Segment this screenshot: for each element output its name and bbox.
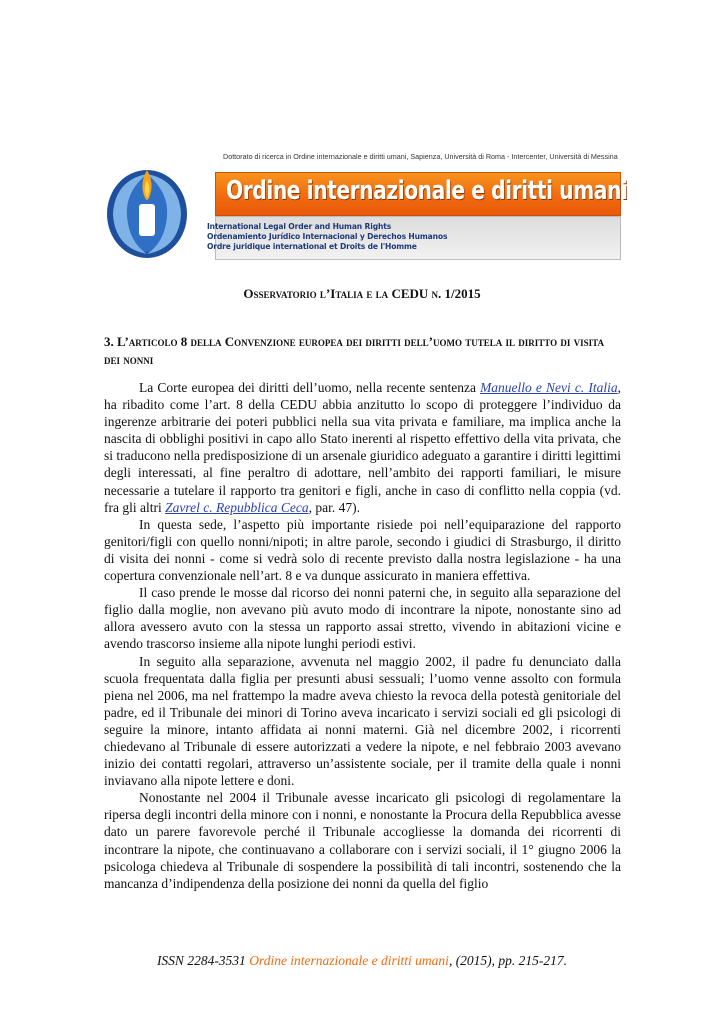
paragraph-4: In seguito alla separazione, avvenuta nel maggio 2002, il padre fu denunciato dalla scuola frequentata dalla figlia per presunti abusi sessuali; l’uomo venne assolto con formula piena nel 2006, ma nel frattempo la madre aveva chiesto la revoca della potestà genitoriale del padre, ed il Tribunale dei minori di Torino aveva incaricato i servizi sociali ed gli psicologi di seguire la minore, intanto affidata ai nonni materni. Già nel dicembre 2002, i ricorrenti chiedevano al Tribunale di essere autorizzati a vedere la nipote, e nel febbraio 2003 avevano inizio dei contatti regolari, attraverso un’assistente sociale, per il tramite della quale i nonni inviavano alla nipote lettere e doni. xyxy=(104,653,621,789)
section-title: 3. L’articolo 8 della Convenzione europea dei diritti dell’uomo tutela il diritto di visita dei nonni xyxy=(104,334,604,367)
paragraph-5: Nonostante nel 2004 il Tribunale avesse incaricato gli psicologi di regolamentare la ripersa degli incontri della minore con i nonni, e nonostante la Procura della Repubblica avesse dato un parere favorevole perché il Tribunale accogliesse la domanda dei ricorrenti di incontrare la nipote, che continuavano a collaborare con i servizi sociali, il 1° giugno 2006 la psicologa chiedeva al Tribunale di sospendere la possibilità di tali incontri, sostenendo che la mancanza d’indipendenza della posizione dei nonni da quella del figlio xyxy=(104,790,621,891)
paragraph-3: Il caso prende le mosse dal ricorso dei nonni paterni che, in seguito alla separazione del figlio dalla moglie, non avevano più avuto modo di incontrare la nipote, nonostante sino ad allora avessero avuto con la stessa un rapporto assai stretto, vivendo in abitazioni vicine e avendo trascorso insieme alla nipote lunghi periodi estivi. xyxy=(104,585,621,652)
banner-title: Ordine internazionale e diritti umani xyxy=(226,176,628,206)
banner-subtitle-es: Ordenamiento Jurídico Internacional y Derechos Humanos xyxy=(207,232,448,241)
paragraph-2: In questa sede, l’aspetto più importante risiede poi nell’equiparazione del rapporto genitori/figli con quello nonni/nipoti; in altre parole, secondo i giudici di Strasburgo, il diritto di visita dei nonni - come si vedrà solo di recente previsto dalla nostra legislazione - ha una copertura convenzionale nell’art. 8 e va dunque assicurato in maniera effettiva. xyxy=(104,516,621,584)
banner-top-line: Dottorato di ricerca in Ordine internazionale e diritti umani, Sapienza, Università di Roma - Intercenter, Università di Messina xyxy=(223,152,618,161)
banner-subtitle-en: International Legal Order and Human Rights xyxy=(207,222,392,231)
banner-title-bar xyxy=(215,172,628,216)
footer-journal-name: Ordine internazionale e diritti umani xyxy=(249,953,449,968)
link-manuello-nevi[interactable]: Manuello e Nevi c. Italia xyxy=(480,380,618,395)
journal-banner xyxy=(103,150,628,262)
link-zavrel[interactable]: Zavrel c. Repubblica Ceca xyxy=(165,499,309,515)
observatory-heading: Osservatorio l’Italia e la CEDU n. 1/2015 xyxy=(243,286,481,301)
page-footer: ISSN 2284-3531 Ordine internazionale e diritti umani, (2015), pp. 215-217. xyxy=(156,953,568,968)
banner-subtitle-fr: Ordre juridique international et Droits de l'Homme xyxy=(207,242,417,251)
article-body xyxy=(104,379,621,892)
paragraph-1: La Corte europea dei diritti dell’uomo, nella recente sentenza Manuello e Nevi c. Italia, ha ribadito come l’art. 8 della CEDU abbia anzitutto lo scopo di proteggere l’individuo da ingerenze arbitrarie dei poteri pubblici nella sua vita privata e familiare, ma implica anche la nascita di obblighi positivi in capo allo Stato inerenti al rispetto effettivo della vita privata, che si traducono nella predisposizione di un arsenale giuridico adeguato a garantire i diritti legittimi degli interessati, al fine peraltro di adottare, nell’ambito dei rapporti familiari, le misure necessarie a tutelare il rapporto tra genitori e figli, anche in caso di conflitto nella coppia (vd. fra gli altri Zavrel c. Repubblica Ceca, par. 47). xyxy=(104,380,621,515)
journal-logo-icon xyxy=(103,158,199,262)
